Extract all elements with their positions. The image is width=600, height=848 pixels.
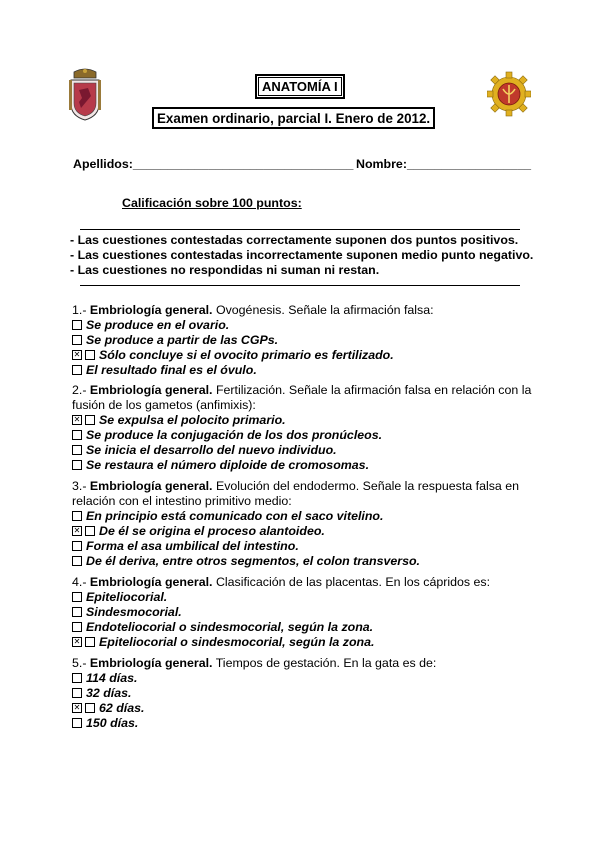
- grading-rule: - Las cuestiones contestadas incorrectamente suponen medio punto negativo.: [70, 248, 534, 262]
- answer-option[interactable]: Sindesmocorial.: [72, 605, 530, 620]
- question-stem: Ovogénesis. Señale la afirmación falsa:: [215, 303, 434, 317]
- answer-option[interactable]: 114 días.: [72, 671, 530, 686]
- answer-option[interactable]: Endoteliocorial o sindesmocorial, según la zona.: [72, 620, 530, 635]
- question-topic: Embriología general.: [89, 479, 213, 493]
- question-1: [72, 303, 530, 378]
- checkbox-empty-icon[interactable]: [72, 622, 82, 632]
- faculty-emblem-icon: [487, 71, 531, 117]
- question-stem: Clasificación de las placentas. En los cápridos es:: [215, 575, 491, 589]
- checkbox-crossed-icon[interactable]: [72, 415, 82, 425]
- question-topic: Embriología general.: [89, 303, 213, 317]
- grading-label: Calificación sobre 100 puntos:: [122, 196, 302, 210]
- checkbox-empty-icon[interactable]: [72, 320, 82, 330]
- grading-rule: - Las cuestiones contestadas correctamente suponen dos puntos positivos.: [70, 233, 519, 247]
- question-2: [72, 383, 530, 473]
- question-topic: Embriología general.: [89, 575, 213, 589]
- checkbox-empty-icon[interactable]: [72, 460, 82, 470]
- question-stem: Tiempos de gestación. En la gata es de:: [215, 656, 437, 670]
- question-topic: Embriología general.: [89, 656, 213, 670]
- question-stem-continued: fusión de los gametos (anfimixis):: [72, 398, 256, 412]
- answer-option-marked[interactable]: ✕Sólo concluye si el ovocito primario es fertilizado.: [72, 348, 530, 363]
- checkbox-empty-icon[interactable]: [85, 415, 95, 425]
- question-number: 2.-: [72, 383, 87, 397]
- question-stem: Fertilización. Señale la afirmación falsa en relación con la: [215, 383, 532, 397]
- checkbox-empty-icon[interactable]: [72, 541, 82, 551]
- name-field[interactable]: Nombre:__________________: [356, 157, 531, 171]
- answer-option[interactable]: Se produce la conjugación de los dos pronúcleos.: [72, 428, 530, 443]
- question-number: 3.-: [72, 479, 87, 493]
- divider-bottom: [80, 285, 520, 286]
- checkbox-empty-icon[interactable]: [72, 556, 82, 566]
- checkbox-crossed-icon[interactable]: [72, 350, 82, 360]
- checkbox-empty-icon[interactable]: [85, 637, 95, 647]
- grading-rules: [70, 233, 533, 278]
- checkbox-empty-icon[interactable]: [85, 526, 95, 536]
- question-number: 1.-: [72, 303, 87, 317]
- answer-option[interactable]: Se inicia el desarrollo del nuevo individuo.: [72, 443, 530, 458]
- answer-option[interactable]: En principio está comunicado con el saco vitelino.: [72, 509, 530, 524]
- question-4: [72, 575, 530, 650]
- answer-option[interactable]: 32 días.: [72, 686, 530, 701]
- divider-top: [80, 229, 520, 230]
- checkbox-empty-icon[interactable]: [85, 703, 95, 713]
- checkbox-crossed-icon[interactable]: [72, 526, 82, 536]
- answer-option-marked[interactable]: ✕Epiteliocorial o sindesmocorial, según la zona.: [72, 635, 530, 650]
- exam-subtitle: Examen ordinario, parcial I. Enero de 2012.: [152, 107, 435, 129]
- checkbox-empty-icon[interactable]: [72, 592, 82, 602]
- answer-option-marked[interactable]: ✕De él se origina el proceso alantoideo.: [72, 524, 530, 539]
- university-coat-of-arms-icon: [68, 68, 102, 122]
- checkbox-empty-icon[interactable]: [72, 365, 82, 375]
- question-topic: Embriología general.: [89, 383, 213, 397]
- answer-option[interactable]: Se produce a partir de las CGPs.: [72, 333, 530, 348]
- question-number: 4.-: [72, 575, 87, 589]
- checkbox-empty-icon[interactable]: [72, 445, 82, 455]
- question-stem-continued: relación con el intestino primitivo medio:: [72, 494, 292, 508]
- answer-option-marked[interactable]: ✕62 días.: [72, 701, 530, 716]
- answer-option[interactable]: El resultado final es el óvulo.: [72, 363, 530, 378]
- checkbox-crossed-icon[interactable]: [72, 703, 82, 713]
- answer-option[interactable]: Se restaura el número diploide de cromosomas.: [72, 458, 530, 473]
- answer-option[interactable]: Forma el asa umbilical del intestino.: [72, 539, 530, 554]
- checkbox-empty-icon[interactable]: [85, 350, 95, 360]
- exam-title: ANATOMÍA I: [258, 77, 342, 96]
- checkbox-crossed-icon[interactable]: [72, 637, 82, 647]
- checkbox-empty-icon[interactable]: [72, 430, 82, 440]
- question-3: [72, 479, 530, 569]
- grading-rule: - Las cuestiones no respondidas ni suman ni restan.: [70, 263, 380, 277]
- exam-title-box: [255, 74, 345, 99]
- answer-option[interactable]: Epiteliocorial.: [72, 590, 530, 605]
- checkbox-empty-icon[interactable]: [72, 673, 82, 683]
- surname-field[interactable]: Apellidos:________________________________: [73, 157, 354, 171]
- checkbox-empty-icon[interactable]: [72, 511, 82, 521]
- answer-option[interactable]: De él deriva, entre otros segmentos, el colon transverso.: [72, 554, 530, 569]
- answer-option-marked[interactable]: ✕Se expulsa el polocito primario.: [72, 413, 530, 428]
- checkbox-empty-icon[interactable]: [72, 718, 82, 728]
- answer-option[interactable]: 150 días.: [72, 716, 530, 731]
- checkbox-empty-icon[interactable]: [72, 335, 82, 345]
- question-stem: Evolución del endodermo. Señale la respuesta falsa en: [215, 479, 520, 493]
- checkbox-empty-icon[interactable]: [72, 607, 82, 617]
- question-5: [72, 656, 530, 731]
- checkbox-empty-icon[interactable]: [72, 688, 82, 698]
- question-number: 5.-: [72, 656, 87, 670]
- answer-option[interactable]: Se produce en el ovario.: [72, 318, 530, 333]
